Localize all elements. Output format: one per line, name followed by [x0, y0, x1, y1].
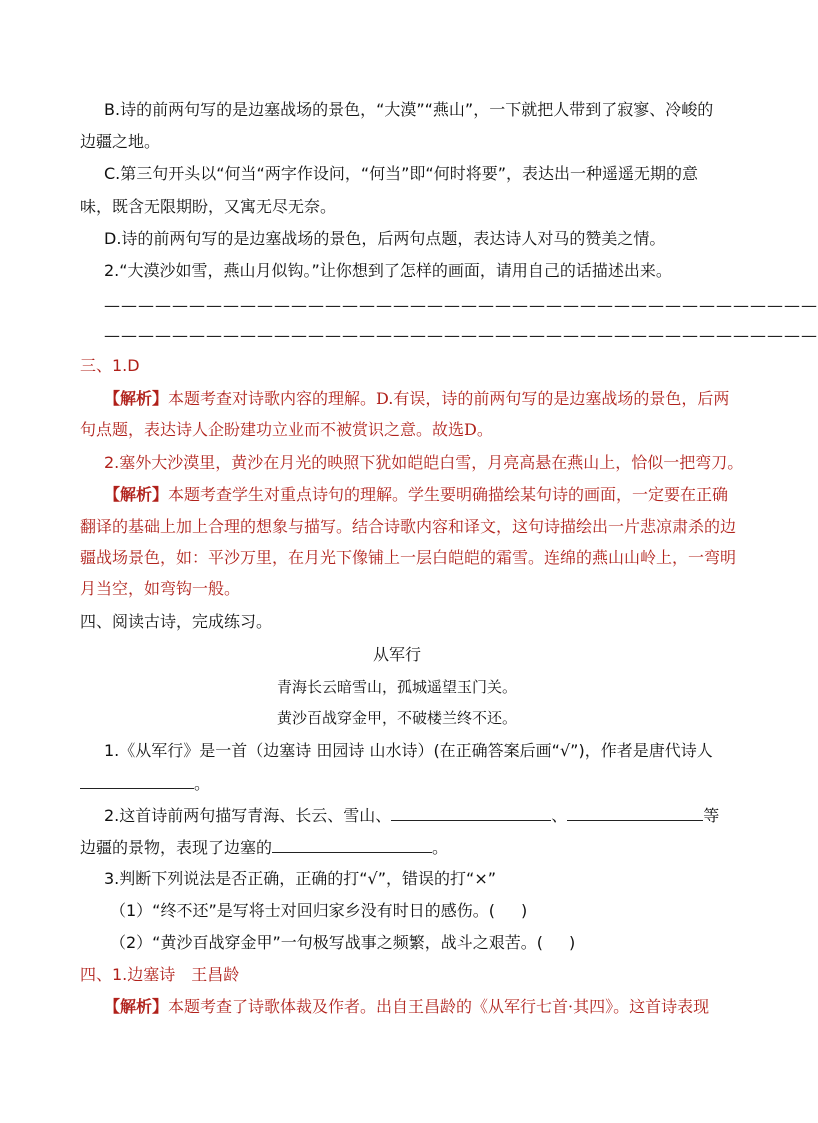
answer-4-heading: 四、1.边塞诗 王昌龄: [80, 965, 240, 984]
answer-blank-line-2[interactable]: ——————————————————————————————————————————: [104, 326, 818, 345]
answer-3-heading: 三、1.D: [80, 356, 140, 375]
analysis-2-line4: 月当空，如弯钩一般。: [80, 579, 241, 598]
analysis-text: 本题考查了诗歌体裁及作者。出自王昌龄的《从军行七首·其四》。这首诗表现: [168, 997, 710, 1016]
question-4-2-line1: [104, 804, 719, 827]
question-text-end: 等: [703, 806, 720, 825]
paren-close: ): [521, 901, 528, 920]
question-2: 2.“大漠沙如雪，燕山月似钩。”让你想到了怎样的画面，请用自己的话描述出来。: [104, 261, 672, 280]
analysis-text: 本题考查对诗歌内容的理解。D.有误，诗的前两句写的是边塞战场的景色，后两: [168, 389, 730, 408]
separator: 、: [551, 806, 568, 825]
judge-item-1: [110, 900, 527, 922]
analysis-2-line3: 疆战场景色，如：平沙万里，在月光下像铺上一层白皑皑的霜雪。连绵的燕山山岭上，一弯明: [80, 548, 737, 567]
option-c-line2: 味，既含无限期盼，又寓无尽无奈。: [80, 197, 337, 216]
question-4-3: 3.判断下列说法是否正确，正确的打“√”，错误的打“×”: [104, 869, 497, 888]
analysis-1-line2: 句点题，表达诗人企盼建功立业而不被赏识之意。故选D。: [80, 420, 493, 439]
answer-3-q2: 2.塞外大沙漠里，黄沙在月光的映照下犹如皑皑白雪，月亮高悬在燕山上，恰似一把弯刀。: [104, 453, 744, 472]
scenery-blank-2[interactable]: [567, 804, 703, 821]
scenery-blank-1[interactable]: [391, 804, 551, 821]
analysis-label: 【解析】: [104, 997, 169, 1016]
period: 。: [194, 774, 211, 793]
question-4-2-line2: [80, 836, 448, 859]
poem-line-1: 青海长云暗雪山，孤城遥望玉门关。: [276, 678, 517, 696]
feature-blank[interactable]: [272, 836, 432, 853]
question-4-1-line1: 1.《从军行》是一首（边塞诗 田园诗 山水诗）(在正确答案后画“√”)，作者是唐代诗人: [104, 741, 713, 760]
poem-title: 从军行: [372, 645, 421, 664]
option-d-line: D.诗的前两句写的是边塞战场的景色，后两句点题，表达诗人对马的赞美之情。: [104, 229, 666, 248]
judge-text: （2）“黄沙百战穿金甲”一句极写战事之频繁，战斗之艰苦。(: [110, 933, 544, 952]
analysis-2-line1: [104, 484, 728, 506]
analysis-2-line2: 翻译的基础上加上合理的想象与描写。结合诗歌内容和译文，这句诗描绘出一片悲凉肃杀的边: [80, 517, 737, 536]
analysis-1-line1: [104, 388, 729, 410]
question-text: 2.这首诗前两句描写青海、长云、雪山、: [104, 806, 392, 825]
option-c-line1: C.第三句开头以“何当“两字作设问，“何当”即“何时将要”，表达出一种遥遥无期的意: [104, 164, 698, 183]
answer-blank-line-1[interactable]: ——————————————————————————————————————————: [104, 296, 818, 315]
period: 。: [432, 838, 449, 857]
analysis-label: 【解析】: [104, 485, 169, 504]
option-b-line1: B.诗的前两句写的是边塞战场的景色，“大漠”“燕山”，一下就把人带到了寂寥、冷峻的: [104, 100, 714, 119]
option-b-line2: 边疆之地。: [80, 132, 161, 151]
analysis-label: 【解析】: [104, 389, 169, 408]
analysis-4-line1: [104, 996, 709, 1018]
paren-close: ): [569, 933, 576, 952]
analysis-text: 本题考查学生对重点诗句的理解。学生要明确描绘某句诗的画面，一定要在正确: [168, 485, 729, 504]
poem-line-2: 黄沙百战穿金甲，不破楼兰终不还。: [276, 709, 517, 727]
question-4-1-line2: [80, 772, 210, 795]
judge-text: （1）“终不还”是写将士对回归家乡没有时日的感伤。(: [110, 901, 496, 920]
section-4-heading: 四、阅读古诗，完成练习。: [80, 612, 273, 631]
judge-item-2: [110, 932, 575, 954]
question-text: 边疆的景物，表现了边塞的: [80, 838, 273, 857]
poet-answer-blank[interactable]: [80, 772, 194, 789]
